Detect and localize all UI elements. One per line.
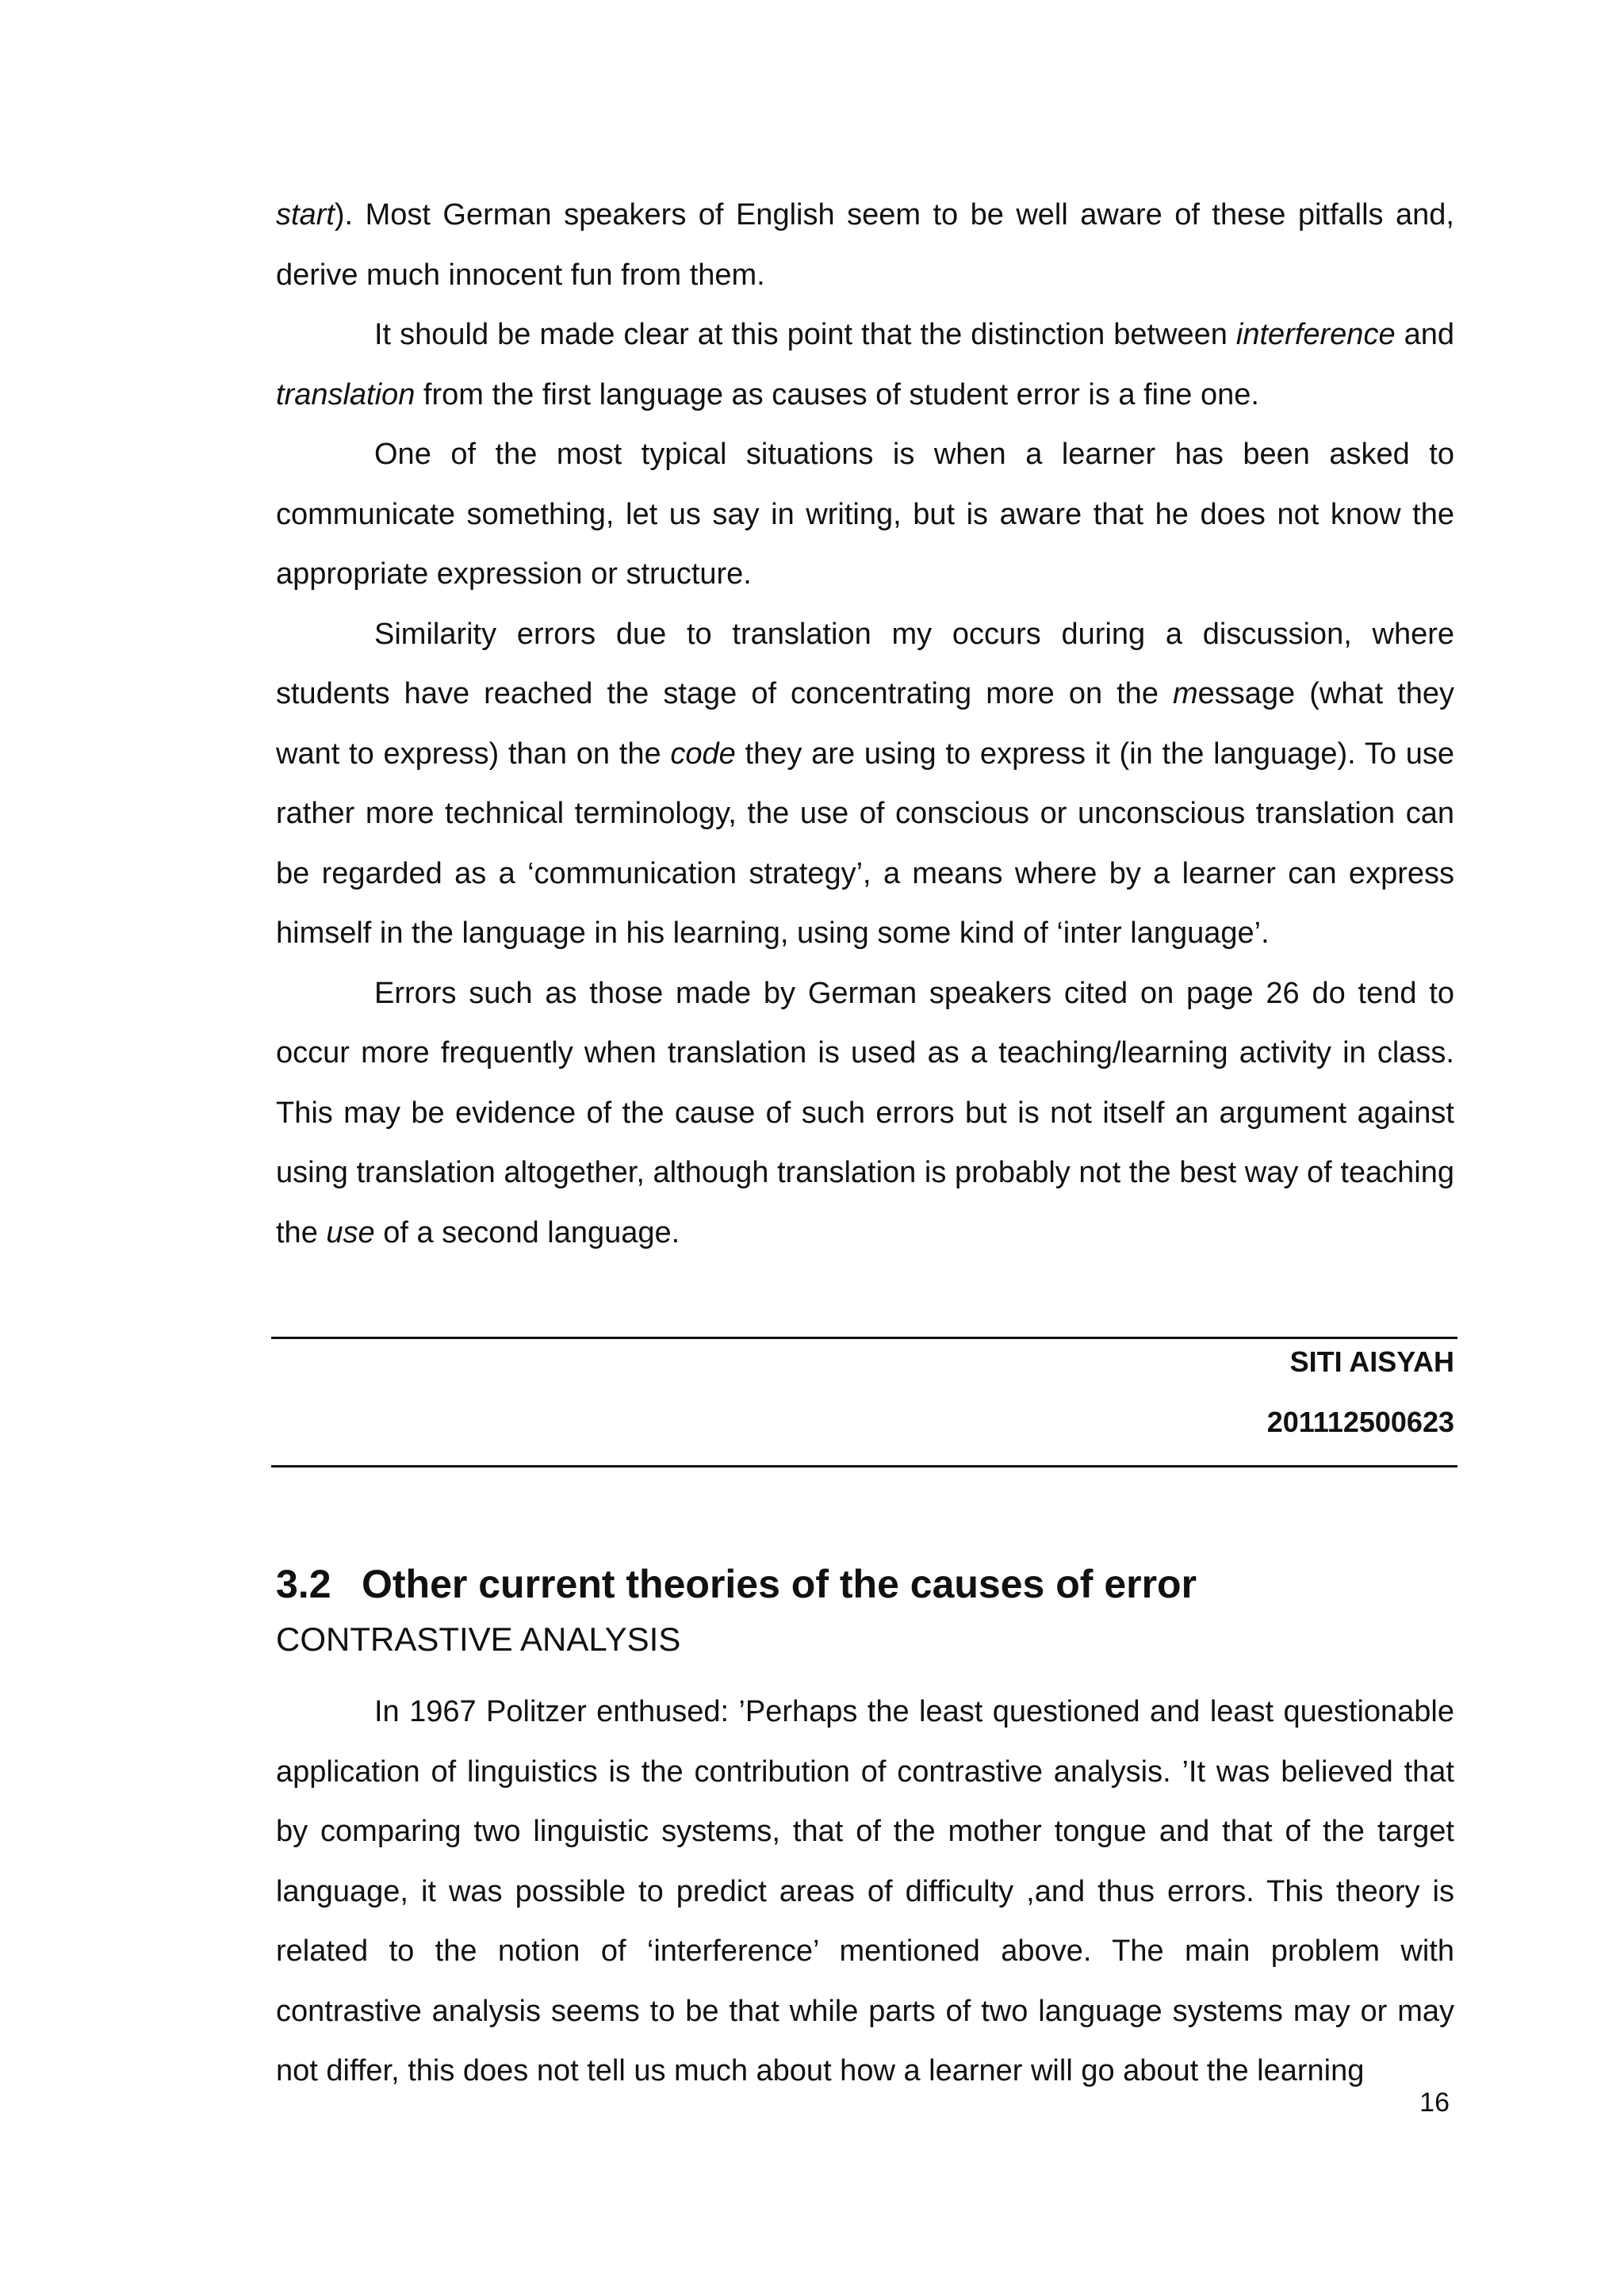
- text-run: from the first language as causes of student error is a fine one.: [415, 377, 1259, 411]
- section-title: Other current theories of the causes of error: [362, 1562, 1197, 1606]
- signature-rule-bottom: [271, 1465, 1457, 1468]
- italic-text: code: [670, 737, 736, 771]
- text-run: Similarity errors due to translation my occurs during a discussion, where students have reached the stage of concentrating more on the: [276, 617, 1454, 710]
- paragraph: [276, 964, 1454, 1264]
- text-run: In 1967 Politzer enthused: ’Perhaps the least questioned and least questionable application of linguistics is the contribution of contrastive analysis. ’It was believed that by comparing two linguistic systems, that of the mother tongue and that of the target language, it was possible to predict areas of difficulty ,and thus errors. This theory is related to the notion of ‘interference’ mentioned above. The main problem with contrastive analysis seems to be that while parts of two language systems may or may not differ, this does not tell us much about how a learner will go about the learning: [276, 1695, 1454, 2087]
- section-heading: [276, 1559, 1197, 1609]
- paragraph: [276, 1682, 1454, 2102]
- paragraph: [276, 605, 1454, 964]
- text-run: Errors such as those made by German speakers cited on page 26 do tend to occur more frequently when translation is used as a teaching/learning activity in class. This may be evidence of the cause of such errors but is not itself an argument against using translation altogether, although translation is probably not the best way of teaching the: [276, 976, 1454, 1249]
- paragraph: [276, 425, 1454, 605]
- text-run: of a second language.: [374, 1215, 680, 1249]
- author-student-id: 201112500623: [1266, 1406, 1454, 1438]
- italic-text: start: [276, 198, 335, 232]
- section-subheading: CONTRASTIVE ANALYSIS: [276, 1621, 681, 1658]
- text-run: One of the most typical situations is when a learner has been asked to communicate something, let us say in writing, but is aware that he does not know the appropriate expression or structure.: [276, 438, 1454, 591]
- text-run: essage (what they want to express) than on the: [276, 677, 1454, 771]
- author-name: SITI AISYAH: [1289, 1345, 1454, 1378]
- paragraph: [276, 305, 1454, 425]
- page-number: 16: [1419, 2087, 1450, 2118]
- section-number: 3.2: [276, 1562, 331, 1606]
- signature-rule-top: [271, 1337, 1457, 1339]
- paragraph: [276, 186, 1454, 305]
- text-run: It should be made clear at this point that the distinction between: [374, 318, 1236, 351]
- italic-text: m: [1172, 677, 1198, 710]
- italic-text: translation: [276, 377, 416, 411]
- text-run: they are using to express it (in the language). To use rather more technical terminology, the use of conscious or unconscious translation can be regarded as a ‘communication strategy’, a means where by a learner can express himself in the language in his learning, using some kind of ‘inter language’.: [276, 737, 1454, 950]
- italic-text: interference: [1235, 318, 1396, 351]
- body-text-bottom: [276, 1682, 1454, 2102]
- body-text-top: [276, 186, 1454, 1263]
- text-run: ). Most German speakers of English seem to be well aware of these pitfalls and, derive much innocent fun from them.: [276, 198, 1454, 292]
- italic-text: use: [326, 1215, 375, 1249]
- text-run: and: [1395, 318, 1454, 351]
